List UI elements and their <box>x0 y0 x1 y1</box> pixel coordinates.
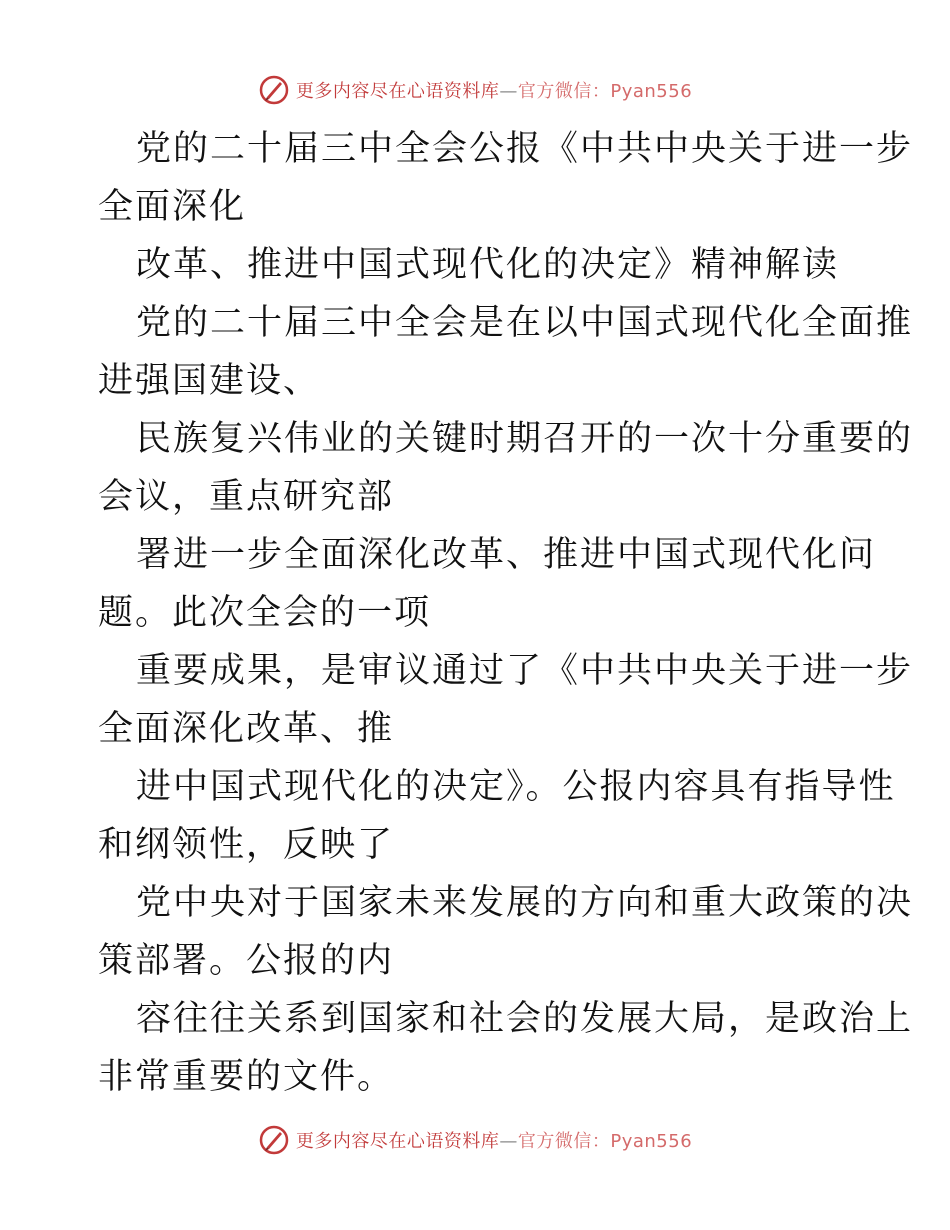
banner-title: 更多内容尽在心语资料库 <box>295 1131 500 1152</box>
banner-dash: — <box>499 81 518 102</box>
text-line: 重要成果，是审议通过了《中共中央关于进一步 <box>136 651 914 691</box>
text-line: 进强国建设、 <box>98 361 321 401</box>
text-line: 和纲领性，反映了 <box>98 825 395 865</box>
text-line: 进中国式现代化的决定》。公报内容具有指导性 <box>136 767 896 807</box>
text-line: 全面深化 <box>98 187 247 227</box>
banner-dash: — <box>499 1131 518 1152</box>
document-body <box>98 120 914 1106</box>
banner-contact: 官方微信：Pyan556 <box>517 1131 693 1152</box>
banner-text <box>296 1127 692 1153</box>
header-banner <box>0 70 950 110</box>
text-line: 题。此次全会的一项 <box>98 593 432 633</box>
text-line: 党中央对于国家未来发展的方向和重大政策的决 <box>136 883 914 923</box>
pen-feather-icon <box>258 1124 290 1156</box>
text-line: 策部署。公报的内 <box>98 941 395 981</box>
text-line: 党的二十届三中全会是在以中国式现代化全面推 <box>136 303 914 343</box>
banner-text <box>296 77 692 103</box>
text-line: 改革、推进中国式现代化的决定》精神解读 <box>136 245 840 285</box>
text-line: 民族复兴伟业的关键时期召开的一次十分重要的 <box>136 419 914 459</box>
footer-banner <box>0 1120 950 1160</box>
text-line: 会议，重点研究部 <box>98 477 395 517</box>
banner-contact: 官方微信：Pyan556 <box>517 81 693 102</box>
text-line: 容往往关系到国家和社会的发展大局，是政治上 <box>136 999 914 1039</box>
text-line: 党的二十届三中全会公报《中共中央关于进一步 <box>136 129 914 169</box>
text-line: 署进一步全面深化改革、推进中国式现代化问 <box>136 535 877 575</box>
pen-feather-icon <box>258 74 290 106</box>
banner-title: 更多内容尽在心语资料库 <box>295 81 500 102</box>
text-line: 非常重要的文件。 <box>98 1057 395 1097</box>
text-line: 全面深化改革、推 <box>98 709 395 749</box>
